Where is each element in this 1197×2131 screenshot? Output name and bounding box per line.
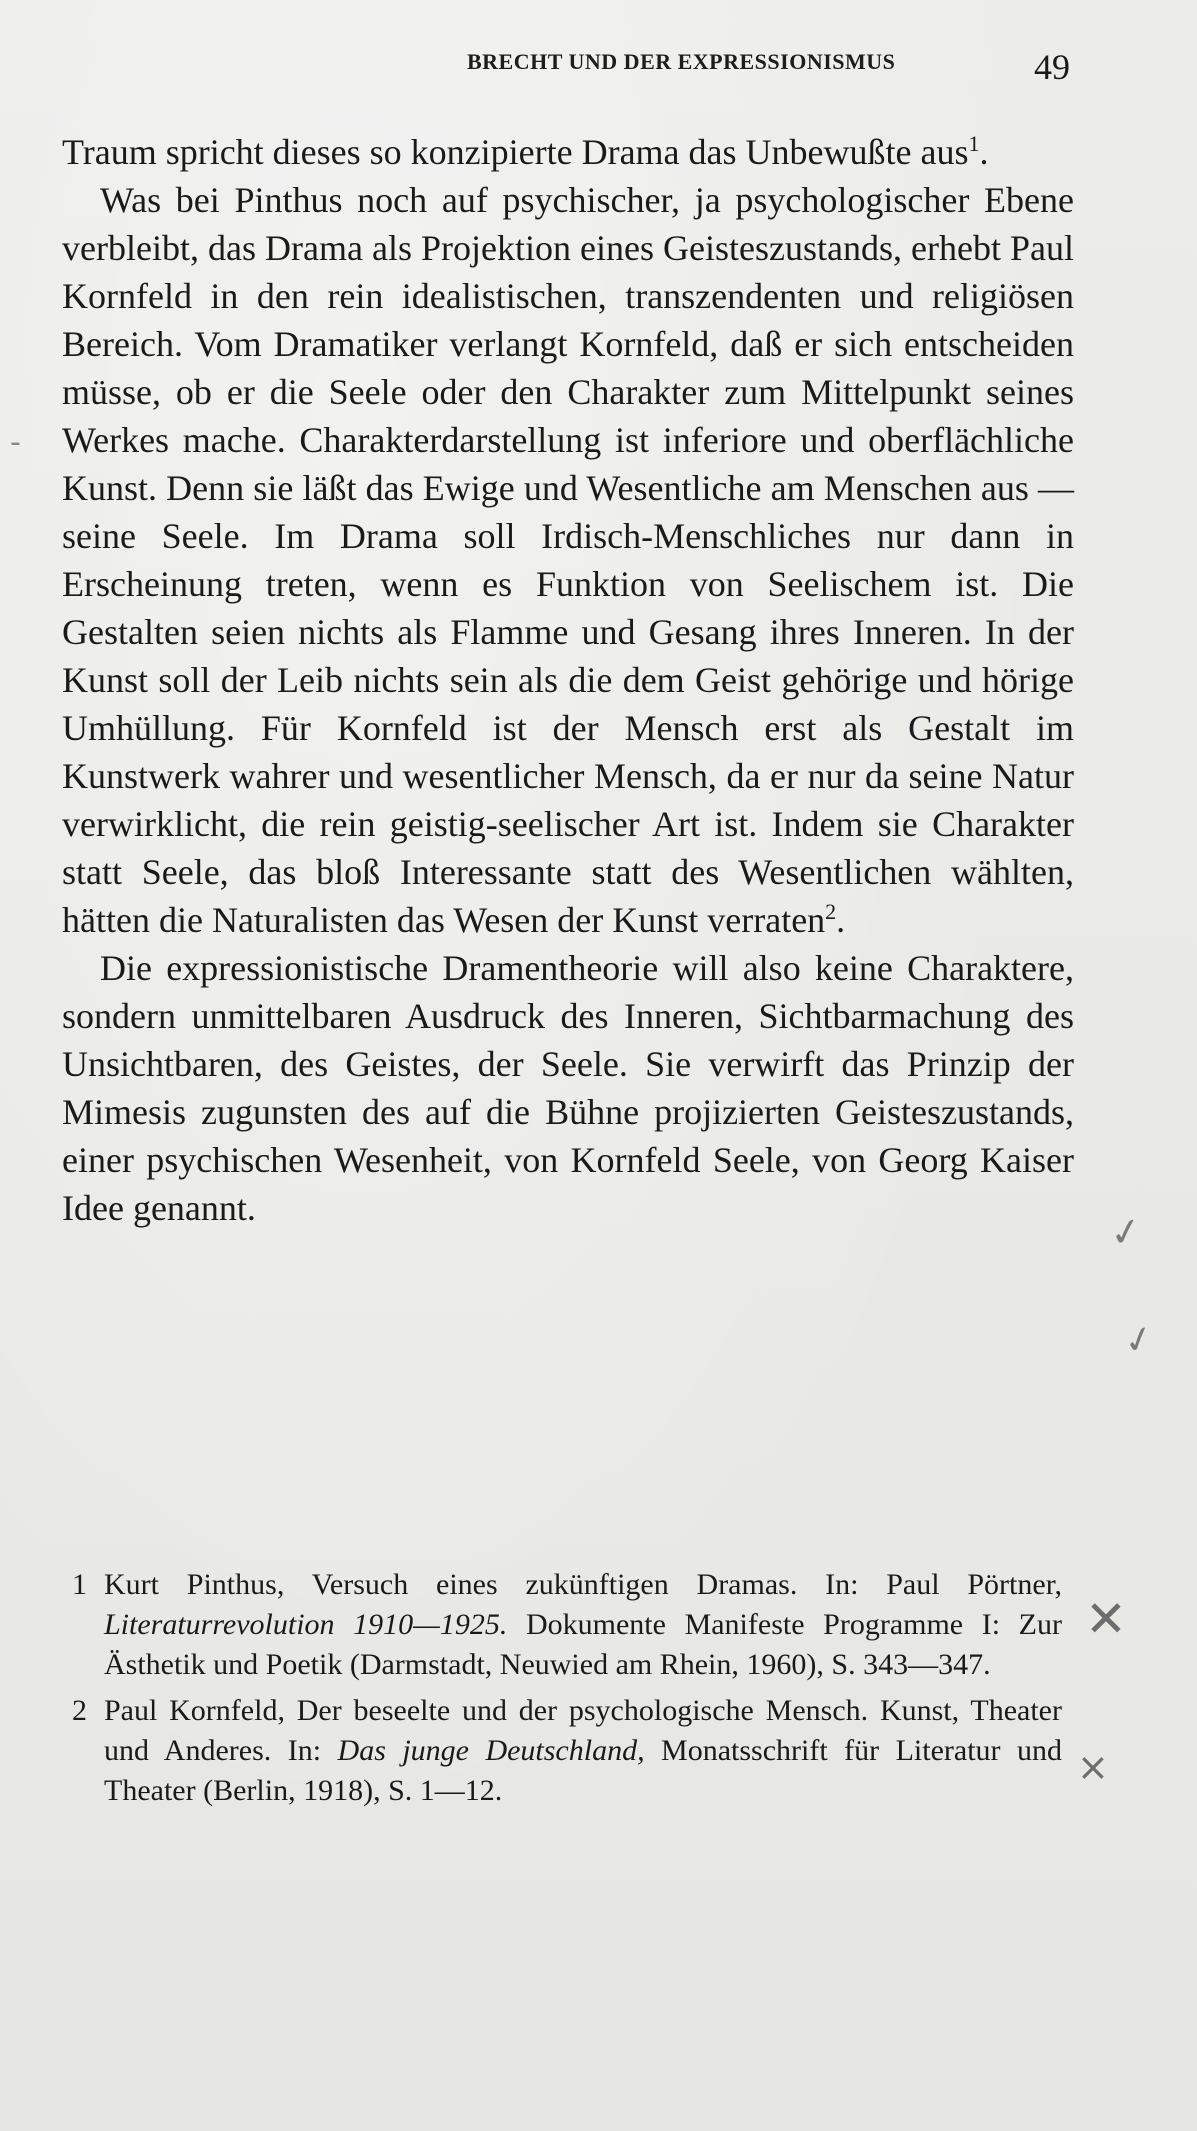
page-number: 49 xyxy=(1034,47,1070,87)
paragraph-1-end: . xyxy=(979,132,989,172)
footnote-ref-1: 1 xyxy=(968,131,980,156)
paragraph-2 xyxy=(62,176,1074,944)
running-head: BRECHT UND DER EXPRESSIONISMUS xyxy=(467,49,896,74)
paragraph-1 xyxy=(62,128,1074,176)
paragraph-1-text: Traum spricht dieses so konzipierte Drama das Unbewußte aus xyxy=(62,132,969,172)
footnote-1-title: Literaturrevolution 1910—1925. xyxy=(104,1608,508,1641)
footnote-2-post: Monatsschrift für Literatur und Theater (Berlin, 1918), S. 1—12. xyxy=(104,1734,1063,1807)
pencil-cross-mark-icon: × xyxy=(1077,1745,1109,1789)
body-text xyxy=(62,128,1074,1232)
footnote-ref-2: 2 xyxy=(825,899,837,924)
footnote-2-pre: Paul Kornfeld, Der beseelte und der psychologische Mensch. Kunst, Theater und Anderes. In: xyxy=(104,1694,1062,1767)
footnote-2-title: Das junge Deutschland, xyxy=(337,1734,645,1767)
paragraph-3 xyxy=(62,944,1074,1232)
footnote-2 xyxy=(62,1691,1062,1811)
paragraph-2-text: Was bei Pinthus noch auf psychischer, ja psychologischer Ebene verbleibt, das Drama als Projektion eines Geisteszustands, erhebt Paul Kornfeld in den rein idealistischen, transzendenten und religiösen Bereich. Vom Dramatiker verlangt Kornfeld, daß er sich entscheiden müsse, ob er die Seele oder den Charakter zum Mittelpunkt seines Werkes mache. Charakterdarstellung ist inferiore und oberflächliche Kunst. Denn sie läßt das Ewige und Wesentliche am Menschen aus — seine Seele. Im Drama soll Irdisch-Menschliches nur dann in Erscheinung treten, wenn es Funktion von Seelischem ist. Die Gestalten seien nichts als Flamme und Gesang ihres Inneren. In der Kunst soll der Leib nichts sein als die dem Geist gehörige und hörige Umhüllung. Für Kornfeld ist der Mensch erst als Gestalt im Kunstwerk wahrer und wesentlicher Mensch, da er nur da seine Natur verwirklicht, die rein geistig-seelischer Art ist. Indem sie Charakter statt Seele, das bloß Interessante statt des Wesentlichen wählten, hätten die Naturalisten das Wesen der Kunst verraten xyxy=(62,180,1074,940)
footnote-1-pre: Kurt Pinthus, Versuch eines zukünftigen Dramas. In: Paul Pörtner, xyxy=(104,1568,1062,1601)
footnote-number: 1 xyxy=(72,1568,87,1601)
footnote-number: 2 xyxy=(72,1694,87,1727)
footnote-1-post: Dokumente Manifeste Programme I: Zur Ästhetik und Poetik (Darmstadt, Neuwied am Rhein, 1960), S. 343—347. xyxy=(104,1608,1062,1681)
page-header xyxy=(0,40,1197,100)
footnote-1 xyxy=(62,1565,1062,1685)
footnotes xyxy=(62,1565,1062,1817)
paragraph-2-end: . xyxy=(836,900,846,940)
pencil-check-mark-icon: ✓ xyxy=(1106,1207,1146,1257)
pencil-dash-mark-icon: - xyxy=(10,425,21,460)
pencil-check-mark-icon: ✓ xyxy=(1119,1316,1159,1365)
paragraph-3-text: Die expressionistische Dramentheorie will also keine Charaktere, sondern unmittelbaren Ausdruck des Inneren, Sichtbarmachung des Unsichtbaren, des Geistes, der Seele. Sie verwirft das Prinzip der Mimesis zugunsten des auf die Bühne projizierten Geisteszustands, einer psychischen Wesenheit, von Kornfeld Seele, von Georg Kaiser Idee genannt. xyxy=(62,948,1074,1228)
pencil-cross-mark-icon: ✕ xyxy=(1085,1590,1127,1648)
